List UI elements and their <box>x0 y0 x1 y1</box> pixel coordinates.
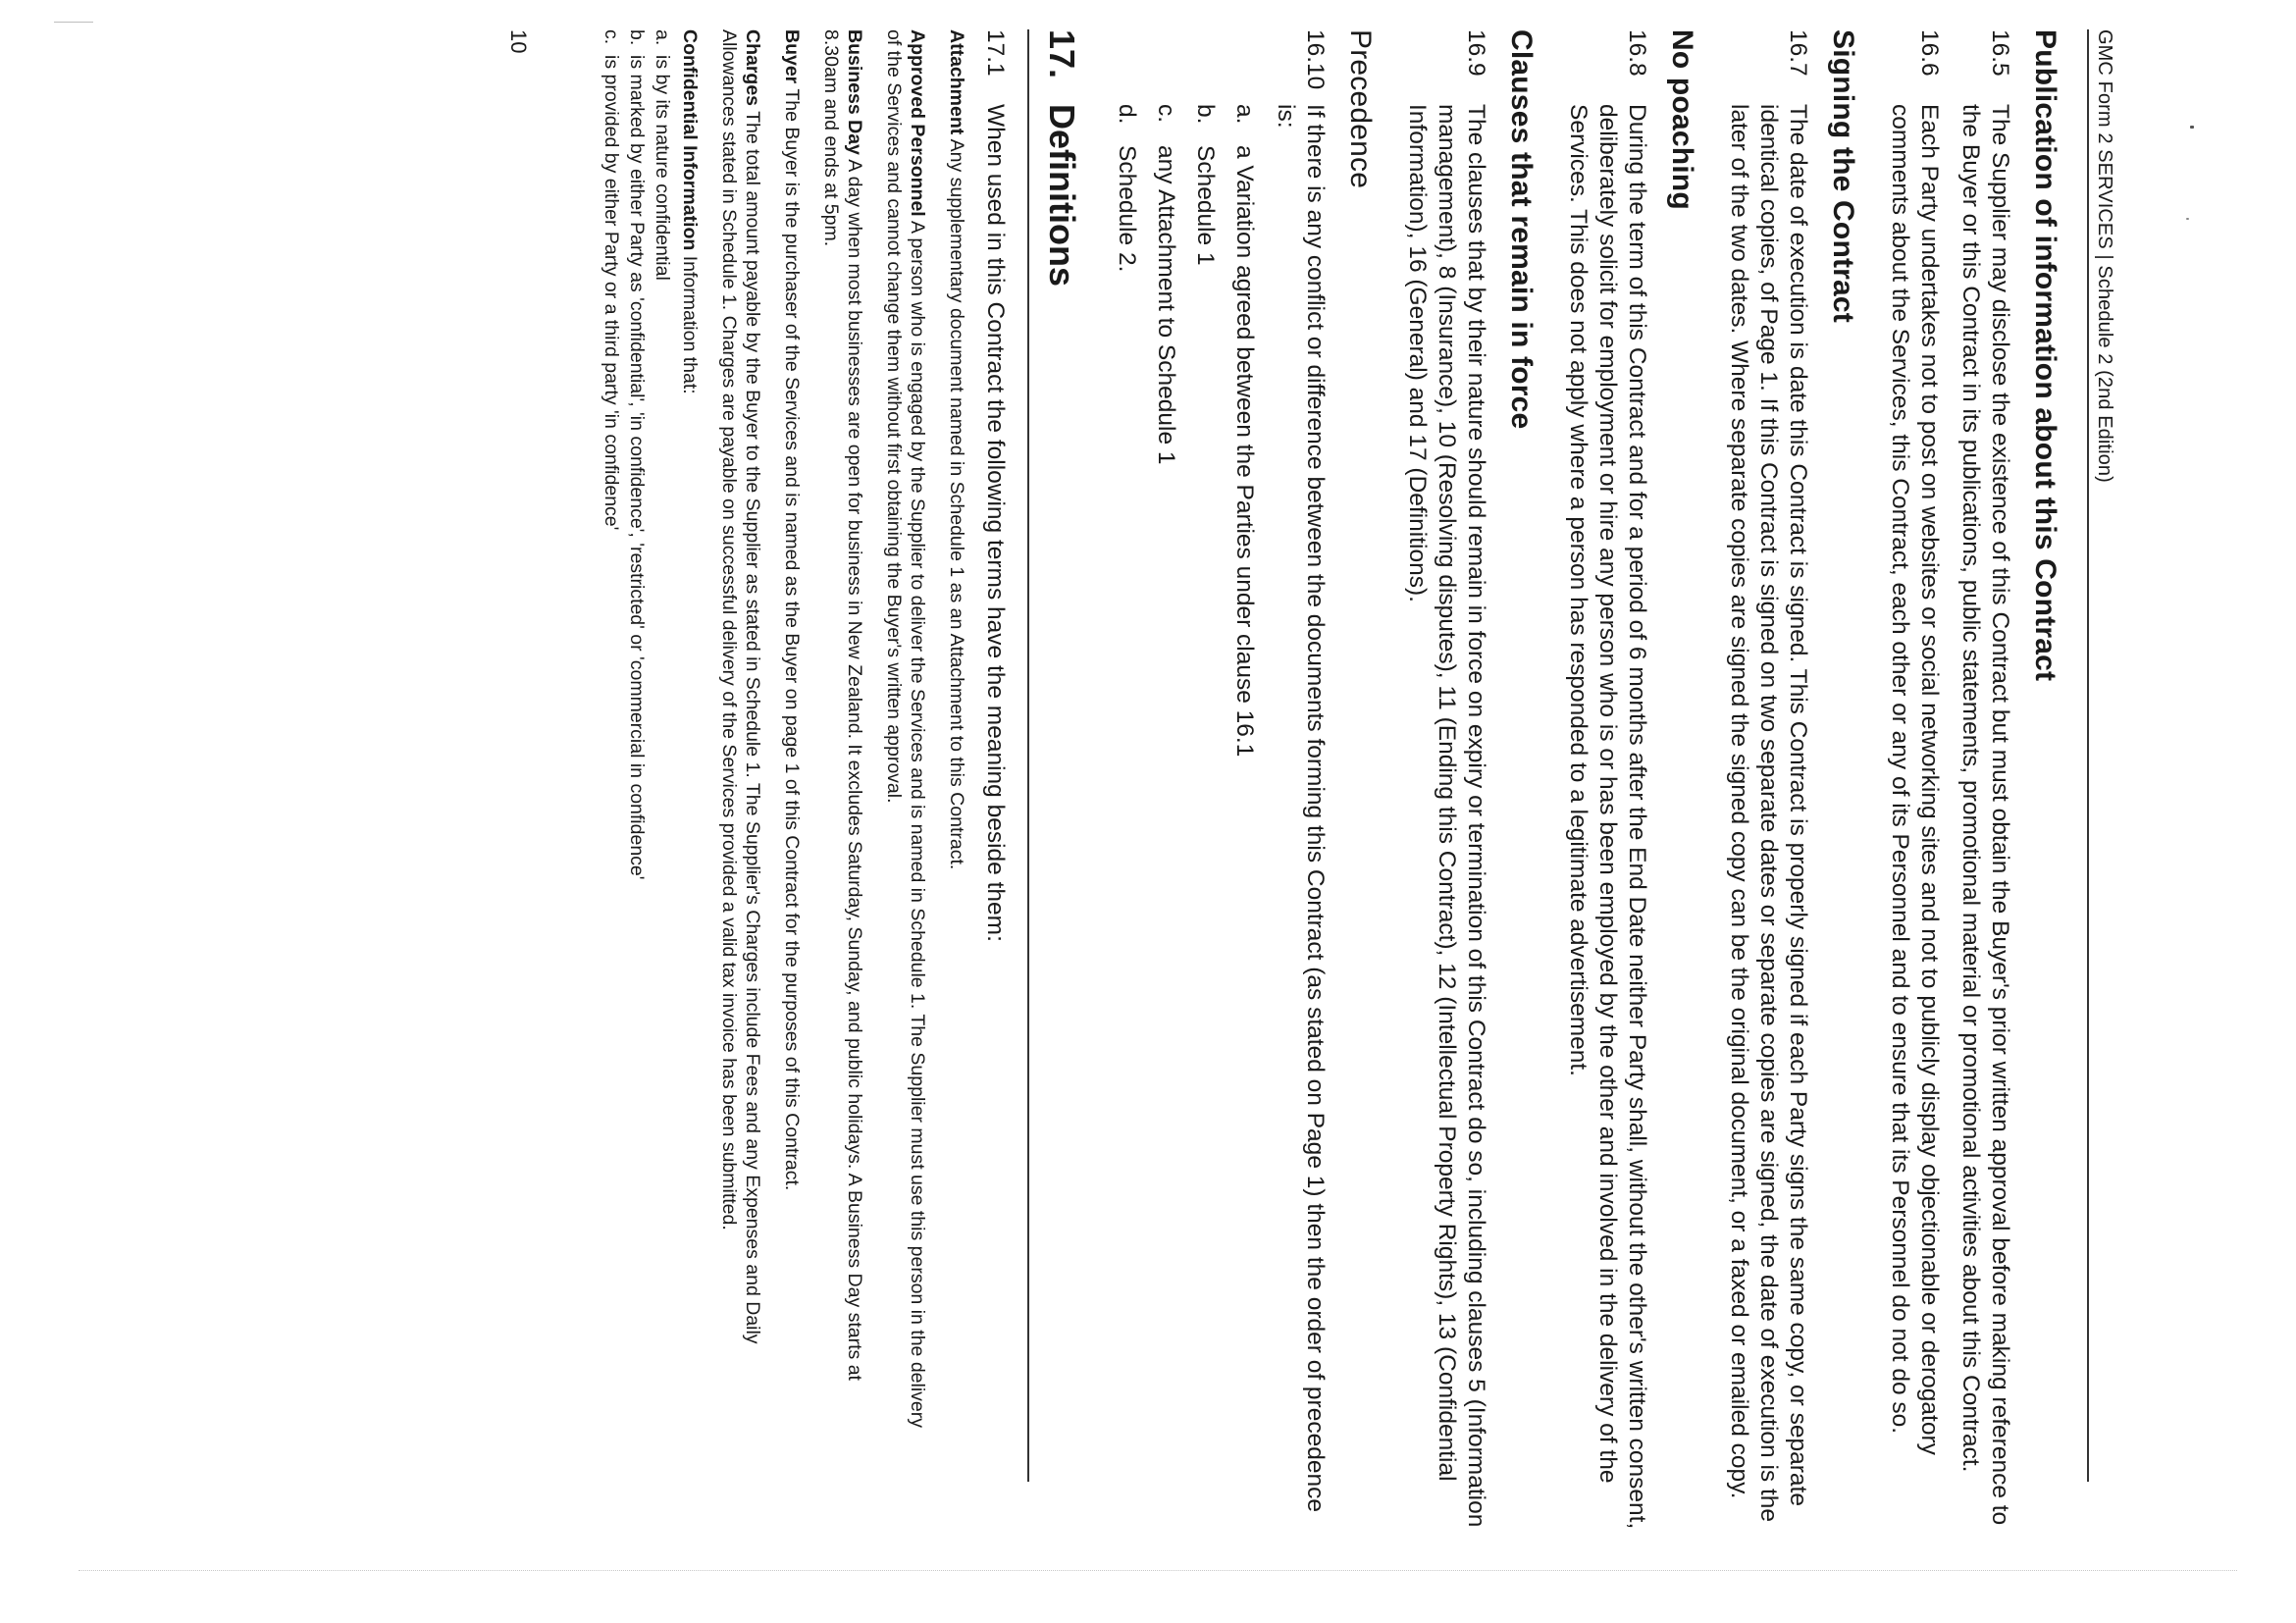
definition-term: Buyer <box>781 29 803 84</box>
list-letter: d. <box>1114 104 1140 125</box>
definition-term: Business Day <box>844 29 865 155</box>
section-title-definitions <box>1027 29 1082 1482</box>
heading-signing: Signing the Contract <box>1827 29 1859 323</box>
list-letter: c. <box>1153 104 1179 124</box>
heading-no-poaching: No poaching <box>1666 29 1698 210</box>
clause-17-1 <box>980 29 1010 1541</box>
scan-speck <box>2190 126 2194 129</box>
list-text: is provided by either Party or a third party 'in confidence' <box>600 55 622 531</box>
page-number: 10 <box>506 29 531 54</box>
scan-speck <box>2186 218 2189 220</box>
section-number: 17. <box>1042 29 1082 79</box>
list-letter: b. <box>1192 104 1219 125</box>
clause-text: Each Party undertakes not to post on websites or social networking sites and not to publicly display objectionable or derogatory comments about the Services, this Contract, each other or any of its Personnel and to ensure that its Personnel do not do so. <box>1887 104 1943 1455</box>
confidential-info-list <box>600 29 674 1541</box>
definition-entry <box>945 29 968 1442</box>
list-item <box>625 29 649 1541</box>
clause-16-10 <box>1271 29 1330 1541</box>
heading-publication: Publication of information about this Contract <box>2029 29 2061 682</box>
document-page <box>137 29 2139 1560</box>
definition-text: Any supplementary document named in Schedule 1 as an Attachment to this Contract. <box>946 134 967 870</box>
clause-number: 16.7 <box>1785 29 1811 77</box>
clause-text: The date of execution is date this Contract is signed. This Contract is properly signed if each Party signs the same copy, or separate identical copies, of Page 1. If this Contract is signed on two separate dates or separate copies are signed, the date of execution is the later of the two dates. Where separate copies are signed the signed copy can be the original document, or a faxed or emailed copy. <box>1726 104 1811 1523</box>
clause-16-5 <box>1956 29 2014 1541</box>
clause-number: 16.9 <box>1463 29 1489 77</box>
definition-term: Confidential Information <box>679 29 701 251</box>
clause-text: When used in this Contract the following terms have the meaning beside them: <box>982 104 1009 942</box>
clause-16-7 <box>1724 29 1812 1541</box>
clause-16-6 <box>1885 29 1944 1541</box>
list-text: any Attachment to Schedule 1 <box>1153 145 1179 465</box>
clause-number: 17.1 <box>982 29 1009 77</box>
definition-entry <box>780 29 804 1442</box>
list-text: is marked by either Party as 'confidential', 'in confidence', 'restricted' or 'commercial in confidence' <box>626 55 648 880</box>
list-item <box>1229 104 1259 1541</box>
definition-text: A person who is engaged by the Supplier to deliver the Services and is named in Schedule 1. The Supplier must use this person in the delivery of the Services and cannot change them without first obtaining the Buyer's written approval. <box>883 29 928 1429</box>
definitions-list <box>600 29 968 1541</box>
list-item <box>651 29 674 1541</box>
list-letter: c. <box>600 29 622 45</box>
list-item <box>1112 104 1141 1541</box>
clause-number: 16.6 <box>1916 29 1943 77</box>
clause-text: If there is any conflict or difference between the documents forming this Contract (as stated on Page 1) then the order of precedence is: <box>1273 104 1329 1512</box>
clause-16-8 <box>1563 29 1651 1541</box>
list-text: a Variation agreed between the Parties under clause 16.1 <box>1231 145 1258 758</box>
definition-term: Approved Personnel <box>907 29 928 217</box>
clause-number: 16.5 <box>1987 29 2013 77</box>
definition-text: Information that: <box>679 250 701 394</box>
clause-number: 16.8 <box>1624 29 1650 77</box>
list-item <box>1190 104 1220 1541</box>
clause-text: The clauses that by their nature should remain in force on expiry or termination of this Contract do so, including clauses 5 (Information management), 8 (Insurance), 10 (Resolving disputes), 11 (Ending this Contract), 12 (Intellectual Property Rights), 13 (Confidential Information), 16 (General) and 17 (Definitions). <box>1404 104 1489 1528</box>
clause-number: 16.10 <box>1302 29 1329 90</box>
definition-term: Charges <box>742 29 763 107</box>
list-item <box>1151 104 1180 1541</box>
definition-entry <box>819 29 866 1442</box>
list-item <box>600 29 623 1541</box>
list-letter: a. <box>1231 104 1258 125</box>
list-text: Schedule 2. <box>1114 145 1140 273</box>
section-heading: Definitions <box>1042 104 1082 287</box>
definition-text: The Buyer is the purchaser of the Services and is named as the Buyer on page 1 of this Contract for the purposes of this Contract. <box>781 83 803 1191</box>
definition-text: A day when most businesses are open for business in New Zealand. It excludes Saturday, Sunday, and public holidays. A Business Day starts at 8.30am and ends at 5pm. <box>820 29 865 1381</box>
definition-entry <box>678 29 702 1442</box>
clause-text: The Supplier may disclose the existence of this Contract but must obtain the Buyer's prior written approval before making reference to the Buyer or this Contract in its publications, public statements, promotional material or promotional activities about this Contract. <box>1957 104 2013 1526</box>
heading-precedence: Precedence <box>1344 29 1377 189</box>
definition-entry <box>717 29 764 1442</box>
list-letter: b. <box>626 29 648 46</box>
list-text: is by its nature confidential <box>652 55 673 281</box>
scan-corner-mark <box>54 22 93 23</box>
definition-term: Attachment <box>946 29 967 135</box>
running-head: GMC Form 2 SERVICES | Schedule 2 (2nd Edition) <box>2087 29 2115 1482</box>
definition-text: The total amount payable by the Buyer to the Supplier as stated in Schedule 1. The Supplier's Charges include Fees and any Expenses and Daily Allowances stated in Schedule 1. Charges are payable on successful delivery of the Services provided a valid tax invoice has been submitted. <box>718 29 763 1344</box>
clause-16-9 <box>1402 29 1490 1541</box>
heading-remain-in-force: Clauses that remain in force <box>1505 29 1538 430</box>
list-text: Schedule 1 <box>1192 145 1219 266</box>
definition-entry <box>882 29 929 1442</box>
clause-text: During the term of this Contract and for a period of 6 months after the End Date neither Party shall, without the other's written consent, deliberately solicit for employment or hire any person who is or has been employed by the other and involved in the delivery of the Services. This does not apply where a person has responded to a legitimate advertisement. <box>1565 104 1650 1530</box>
scan-edge-line <box>78 1570 2237 1571</box>
list-letter: a. <box>652 29 673 46</box>
